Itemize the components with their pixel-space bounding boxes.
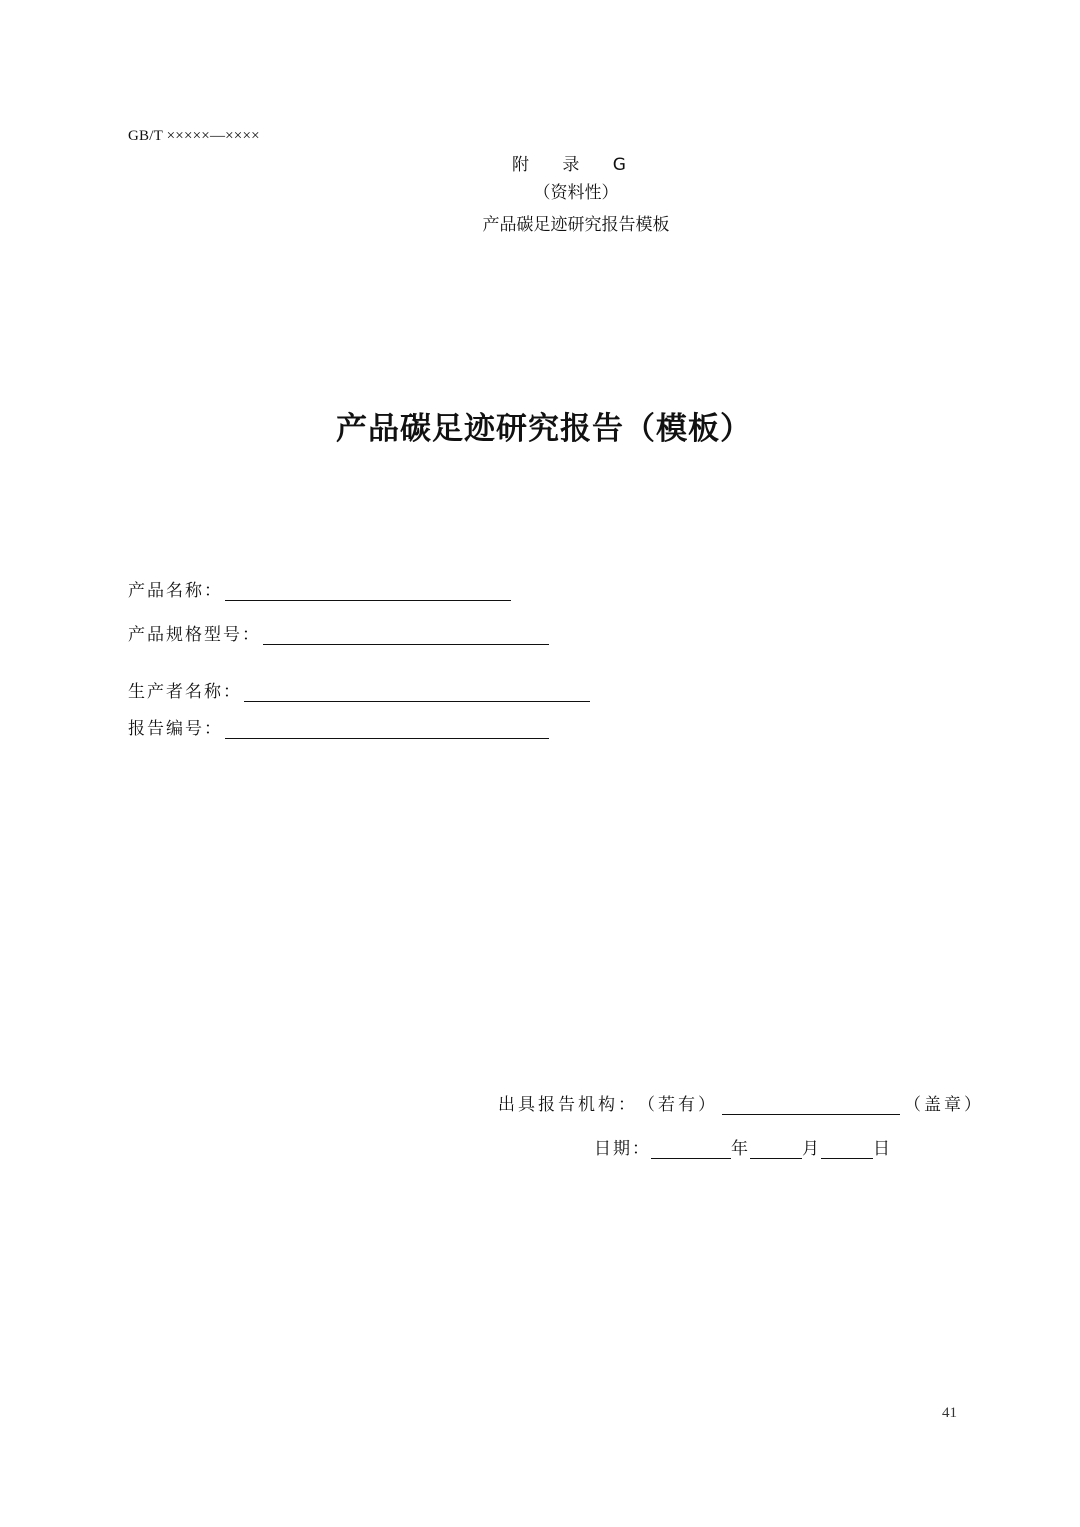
producer-name-label: 生产者名称： (128, 682, 242, 702)
producer-name-field (128, 677, 590, 702)
page-number: 41 (942, 1405, 957, 1421)
product-name-label: 产品名称： (128, 581, 223, 601)
year-blank[interactable] (651, 1140, 731, 1159)
day-label: 日 (873, 1139, 892, 1159)
annex-type: （资料性） (533, 183, 619, 203)
product-name-field (128, 576, 511, 601)
annex-label: 附 录 G (512, 155, 640, 175)
product-model-label: 产品规格型号： (128, 625, 261, 645)
month-blank[interactable] (750, 1140, 802, 1159)
year-label: 年 (731, 1139, 750, 1159)
product-name-blank[interactable] (225, 582, 511, 601)
date-row (594, 1134, 892, 1159)
annex-title: 产品碳足迹研究报告模板 (482, 215, 670, 235)
issuer-blank[interactable] (722, 1096, 900, 1115)
issuer-optional: （若有） (638, 1095, 718, 1115)
date-label: 日期： (594, 1139, 651, 1159)
month-label: 月 (802, 1139, 821, 1159)
report-number-field (128, 714, 549, 739)
issuer-seal: （盖章） (904, 1095, 984, 1115)
product-model-blank[interactable] (263, 626, 549, 645)
product-model-field (128, 620, 549, 645)
day-blank[interactable] (821, 1140, 873, 1159)
issuer-label: 出具报告机构： (498, 1095, 638, 1115)
producer-name-blank[interactable] (244, 683, 590, 702)
standard-code: GB/T ×××××—×××× (128, 128, 260, 144)
report-title: 产品碳足迹研究报告（模板） (336, 411, 752, 447)
issuer-row (498, 1090, 984, 1115)
report-number-label: 报告编号： (128, 719, 223, 739)
report-number-blank[interactable] (225, 720, 549, 739)
